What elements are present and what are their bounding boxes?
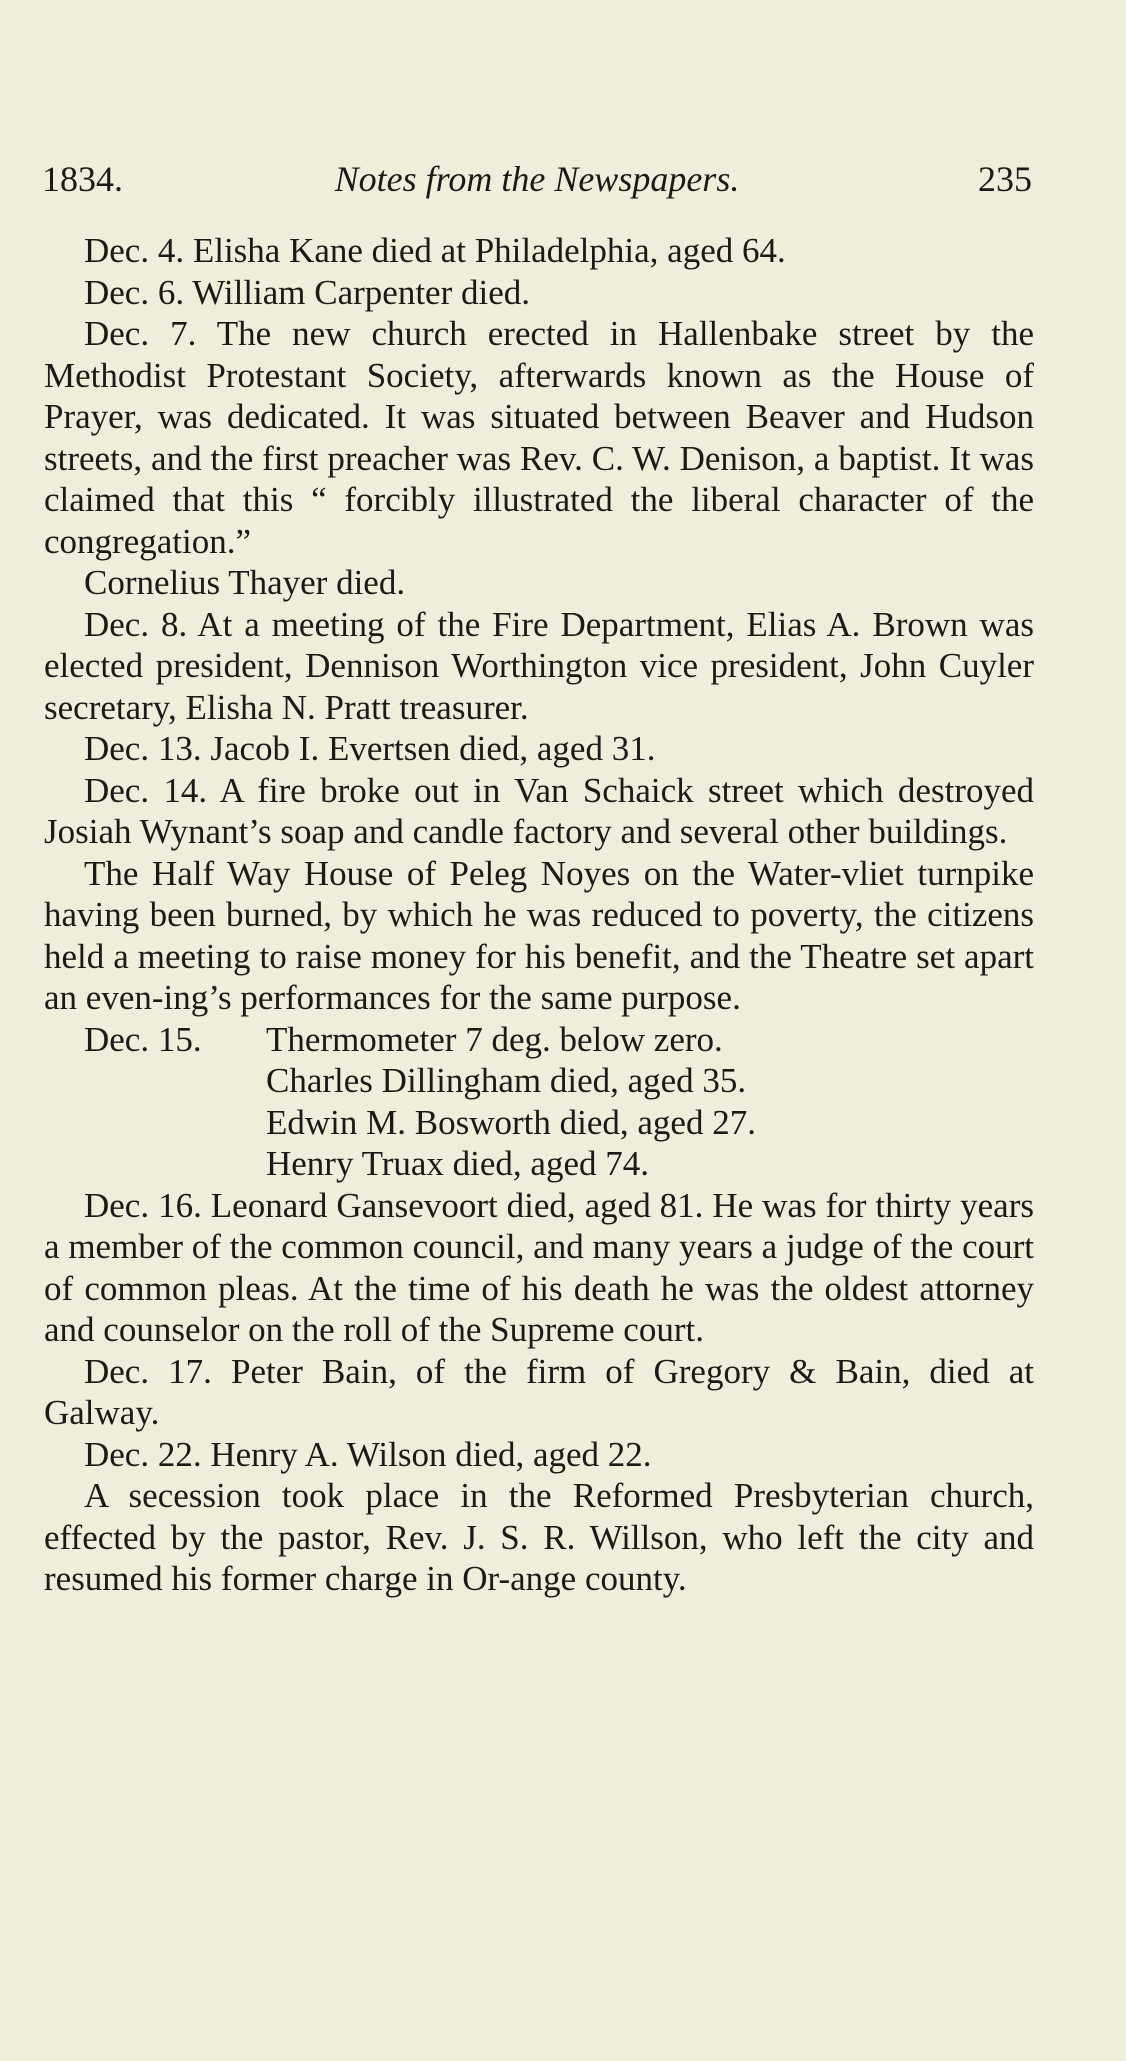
entry-dec-6: Dec. 6. William Carpenter died.: [84, 272, 530, 312]
entry-dec-14: Dec. 14. A fire broke out in Van Schaick street which destroyed Josiah Wynant’s soap and candle factory and several other buildings.: [44, 770, 1034, 851]
entry-dec-15: [44, 1019, 1034, 1061]
entry-dec-15-line-2: Charles Dillingham died, aged 35.: [266, 1061, 747, 1100]
entry-dec-4: Dec. 4. Elisha Kane died at Philadelphia, aged 64.: [84, 231, 786, 270]
entry-dec-16: Dec. 16. Leonard Gansevoort died, aged 81. He was for thirty years a member of the common council, and many years a judge of the court of common pleas. At the time of his death he was the oldest attorney and counselor on the roll of the Supreme court.: [44, 1185, 1034, 1349]
page-body: [44, 230, 1034, 1600]
entry-secession: A secession took place in the Reformed Presbyterian church, effected by the pastor, Rev. J. S. R. Willson, who left the city and resumed his former charge in Or-ange county.: [44, 1476, 1034, 1598]
entry-dec-7: Dec. 7. The new church erected in Hallenbake street by the Methodist Protestant Society, afterwards known as the House of Prayer, was dedicated. It was situated between Beaver and Hudson streets, and the first preacher was Rev. C. W. Denison, a baptist. It was claimed that this “ forcibly illustrated the liberal character of the congregation.”: [44, 314, 1034, 561]
entry-half-way-house: The Half Way House of Peleg Noyes on the Water-vliet turnpike having been burned, by which he was reduced to poverty, the citizens held a meeting to raise money for his benefit, and the Theatre set apart an even-ing’s performances for the same purpose.: [44, 853, 1034, 1017]
entry-dec-22: Dec. 22. Henry A. Wilson died, aged 22.: [84, 1434, 652, 1474]
entry-dec-17: Dec. 17. Peter Bain, of the firm of Gregory & Bain, died at Galway.: [44, 1351, 1034, 1432]
page-number: 235: [978, 159, 1032, 199]
entry-dec-13: Dec. 13. Jacob I. Evertsen died, aged 31.: [84, 729, 656, 768]
entry-dec-15-line-3: Edwin M. Bosworth died, aged 27.: [266, 1102, 756, 1142]
entry-dec-15-date: Dec. 15.: [84, 1019, 202, 1059]
header-title: Notes from the Newspapers.: [334, 159, 740, 199]
header-year: 1834.: [42, 159, 123, 199]
entry-dec-15-line-1: Thermometer 7 deg. below zero.: [266, 1019, 723, 1059]
entry-dec-8: Dec. 8. At a meeting of the Fire Department, Elias A. Brown was elected president, Dennison Worthington vice president, John Cuyler secretary, Elisha N. Pratt treasurer.: [44, 604, 1034, 727]
entry-thayer: Cornelius Thayer died.: [84, 563, 406, 602]
entry-dec-15-line-4: Henry Truax died, aged 74.: [266, 1144, 650, 1183]
running-header: [42, 150, 1032, 210]
